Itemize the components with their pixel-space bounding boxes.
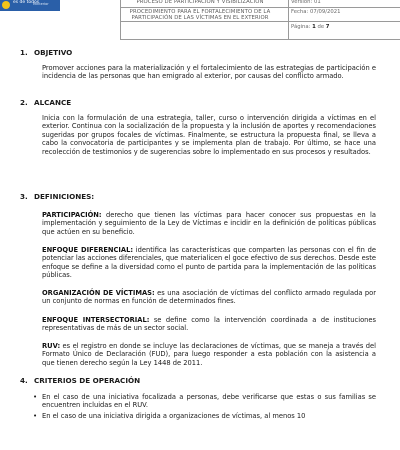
procedure-title-line1: PROCEDIMIENTO PARA EL FORTALECIMIENTO DE LA: [129, 9, 271, 15]
version-label: Versión: 01: [291, 0, 321, 5]
criterio-bullet: • En el caso de una iniciativa focalizada a personas, debe verificarse que estas o sus familias se encuentren incluidas en el RUV.: [33, 393, 376, 410]
document-header: [0, 0, 400, 40]
alcance-paragraph: Inicia con la formulación de una estrategia, taller, curso o intervención dirigida a víctimas en el exterior. Continua con la socialización de la propuesta y la inclusión de aportes y recomendaciones sugeridas por grupos focales de víctimas. Finalmente, se estructura la propuesta final, se lleva a cabo la convocatoria de participantes y se implementa plan de trabajo. Por último, se hace una recolección de testimonios y de sugerencias sobre lo implementado en sus procesos y resultados.: [42, 114, 376, 156]
section-heading-objetivo: 1. OBJETIVO: [20, 48, 73, 57]
procedure-title-line2: PARTICIPACIÓN DE LAS VÍCTIMAS EN EL EXTERIOR: [131, 15, 269, 21]
objetivo-paragraph: Promover acciones para la materialización y el fortalecimiento de las estrategias de participación e incidencia de las personas que han emigrado al exterior, por causas del conflicto armado.: [42, 64, 376, 81]
header-divider: [288, 0, 289, 40]
definition-ruv: RUV: es el registro en donde se incluye las declaraciones de víctimas, que se maneja a través del Formato Único de Declaración (FUD), para luego responder a esta población con la asistencia a que tienen derecho según la Ley 1448 de 2011.: [42, 342, 376, 367]
section-heading-criterios: 4. CRITERIOS DE OPERACIÓN: [20, 376, 141, 385]
criterio-bullet: • En el caso de una iniciativa dirigida a organizaciones de víctimas, al menos 10: [33, 412, 306, 420]
header-rule: [120, 7, 400, 8]
process-title: PROCESO DE PARTICIPACIÓN Y VISIBILIZACIÓN: [136, 0, 264, 5]
section-heading-alcance: 2. ALCANCE: [20, 98, 72, 107]
bullet-icon: •: [33, 393, 38, 401]
bullet-icon: •: [33, 412, 38, 420]
definition-enfoque-diferencial: ENFOQUE DIFERENCIAL: identifica las características que comparten las personas con el fin de potenciar las acciones diferenciales, que materialicen el goce efectivo de sus derechos. Desde este enfoque se define a la diversidad como el punto de partida para la implementación de las políticas públicas.: [42, 246, 377, 280]
logo-text: es de todos: [13, 0, 40, 5]
definition-participacion: PARTICIPACIÓN: derecho que tienen las víctimas para hacer conocer sus propuestas en la implementación y seguimiento de la Ley de Víctimas e incidir en la definición de políticas públicas que actúen en su beneficio.: [42, 211, 376, 236]
definition-enfoque-intersectorial: ENFOQUE INTERSECTORIAL: se define como la intervención coordinada a de instituciones representativas de más de un sector social.: [42, 316, 376, 333]
page-total: 7: [325, 24, 330, 30]
date-label: Fecha: 07/09/2021: [291, 9, 341, 15]
logo-subtext: Minterior: [33, 2, 49, 6]
government-logo: [0, 0, 60, 11]
page-number: 1: [312, 24, 316, 30]
section-heading-definiciones: 3. DEFINICIONES:: [20, 192, 95, 201]
definition-organizacion-victimas: ORGANIZACIÓN DE VÍCTIMAS: es una asociación de víctimas del conflicto armado regulada por un conjunto de normas en función de determinados fines.: [42, 289, 377, 306]
header-rule: [120, 39, 400, 40]
logo-emblem-icon: [2, 1, 10, 9]
page-counter: Página: 1 de 7: [291, 24, 330, 30]
